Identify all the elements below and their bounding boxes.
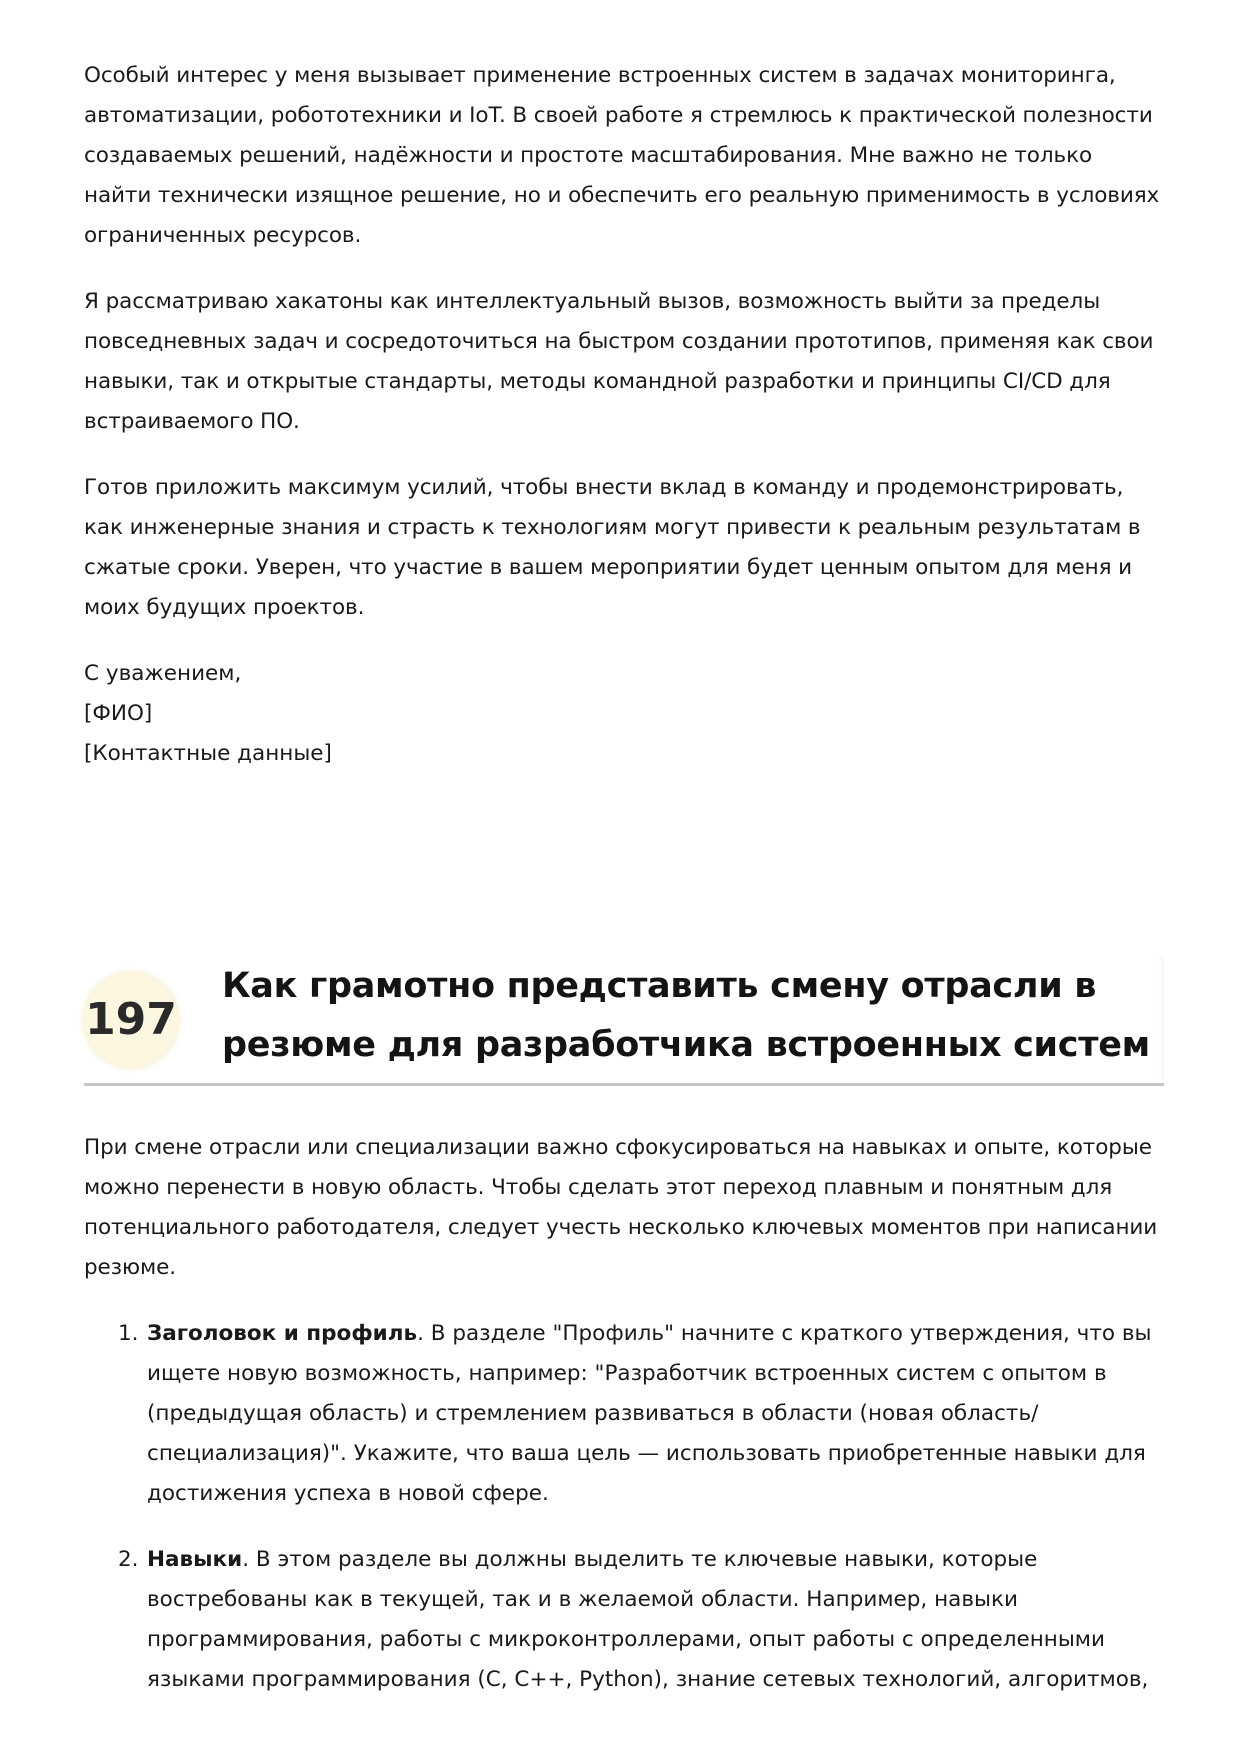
list-item-text: . В этом разделе вы должны выделить те ключевые навыки, которые востребованы как в текущей, так и в желаемой области. Например, навыки программирования, работы с микроконтроллерами, опыт работы с определенными языками программирования (C, C++, Python), знание сетевых технологий, алгоритмов, — [147, 1547, 1149, 1692]
chapter-divider — [84, 1083, 1164, 1086]
letter-signoff — [84, 654, 1164, 774]
chapter-title: Как грамотно представить смену отрасли в резюме для разработчика встроенных систем — [222, 966, 1150, 1065]
list-item-term: Навыки — [147, 1547, 243, 1572]
letter-paragraph: Я рассматриваю хакатоны как интеллектуальный вызов, возможность выйти за пределы повседневных задач и сосредоточиться на быстром создании прототипов, применяя как свои навыки, так и открытые стандарты, методы командной разработки и принципы CI/CD для встраиваемого ПО. — [84, 289, 1154, 434]
signoff-name: [ФИО] — [84, 701, 153, 726]
letter-paragraph: Особый интерес у меня вызывает применение встроенных систем в задачах мониторинга, автоматизации, робототехники и IoT. В своей работе я стремлюсь к практической полезности создаваемых решений, надёжности и простоте масштабирования. Мне важно не только найти технически изящное решение, но и обеспечить его реальную применимость в условиях ограниченных ресурсов. — [84, 63, 1160, 248]
list-item — [84, 1314, 1164, 1514]
list-item-term: Заголовок и профиль — [147, 1321, 418, 1346]
section-intro: При смене отрасли или специализации важно сфокусироваться на навыках и опыте, которые можно перенести в новую область. Чтобы сделать этот переход плавным и понятным для потенциального работодателя, следует учесть несколько ключевых моментов при написании резюме. — [84, 1135, 1158, 1280]
letter-paragraph: Готов приложить максимум усилий, чтобы внести вклад в команду и продемонстрировать, как инженерные знания и страсть к технологиям могут привести к реальным результатам в сжатые сроки. Уверен, что участие в вашем мероприятии будет ценным опытом для меня и моих будущих проектов. — [84, 475, 1141, 620]
list-item — [84, 1540, 1164, 1700]
list-item-text: . В разделе "Профиль" начните с краткого утверждения, что вы ищете новую возможность, например: "Разработчик встроенных систем с опытом в (предыдущая область) и стремлением развиваться в области (новая область/специализация)". Укажите, что ваша цель — использовать приобретенные навыки для достижения успеха в новой сфере. — [147, 1321, 1152, 1506]
chapter-header — [84, 957, 1164, 1087]
chapter-header-shade — [1158, 957, 1164, 1081]
chapter-number-badge: 197 — [84, 973, 178, 1067]
signoff-closing: С уважением, — [84, 661, 242, 686]
list-item-number: 2. — [118, 1547, 139, 1572]
list-item-number: 1. — [118, 1321, 139, 1346]
signoff-contacts: [Контактные данные] — [84, 741, 332, 766]
chapter-content — [84, 1128, 1164, 1726]
tips-list — [84, 1314, 1164, 1700]
letter-body — [84, 56, 1164, 774]
